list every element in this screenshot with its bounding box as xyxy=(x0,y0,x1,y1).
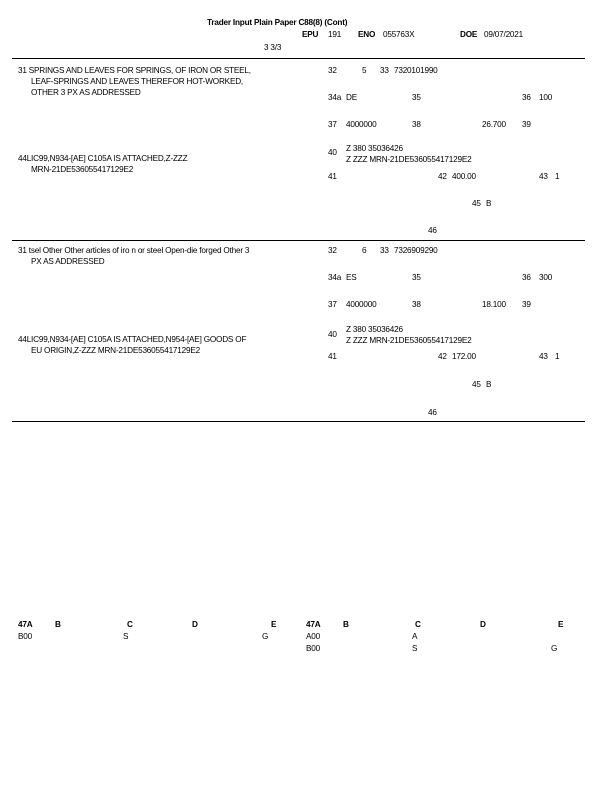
box-35-label: 35 xyxy=(412,93,421,102)
box-32-label: 32 xyxy=(328,66,337,75)
tax-header: B xyxy=(55,620,61,629)
box-44-line: 44LIC99,N934-[AE] C105A IS ATTACHED,N954-[AE] GOODS OF xyxy=(18,335,247,344)
box-46-label: 46 xyxy=(428,408,437,417)
box-33-label: 33 xyxy=(380,66,389,75)
commodity-code: 7320101990 xyxy=(394,66,438,75)
previous-document: Z 380 35036426 xyxy=(346,325,403,334)
box-37-label: 37 xyxy=(328,120,337,129)
epu-value: 191 xyxy=(328,30,342,39)
tax-cell: S xyxy=(123,632,129,641)
item-description-line: LEAF-SPRINGS AND LEAVES THEREFOR HOT-WORKED, xyxy=(31,77,243,86)
cpc-value: 4000000 xyxy=(346,300,377,309)
item-number: 5 xyxy=(362,66,367,75)
divider xyxy=(12,58,585,59)
tax-header: 47A xyxy=(18,620,33,629)
box-45-value: B xyxy=(486,199,492,208)
box-44-line: EU ORIGIN,Z-ZZZ MRN-21DE536055417129E2 xyxy=(31,346,200,355)
box-45-label: 45 xyxy=(472,199,481,208)
box-33-label: 33 xyxy=(380,246,389,255)
tax-cell: G xyxy=(551,644,558,653)
item-description-line: 31 tsel Other Other articles of iro n or steel Open-die forged Other 3 xyxy=(18,246,250,255)
box-36-label: 36 xyxy=(522,273,531,282)
country-of-origin: DE xyxy=(346,93,357,102)
tax-cell: B00 xyxy=(306,644,320,653)
box-36-value: 300 xyxy=(539,273,553,282)
box-34a-label: 34a xyxy=(328,93,342,102)
box-43-label: 43 xyxy=(539,172,548,181)
tax-header: E xyxy=(558,620,564,629)
item-description-line: 31 SPRINGS AND LEAVES FOR SPRINGS, OF IRON OR STEEL, xyxy=(18,66,251,75)
divider xyxy=(12,421,585,422)
box-36-label: 36 xyxy=(522,93,531,102)
commodity-code: 7326909290 xyxy=(394,246,438,255)
box-32-label: 32 xyxy=(328,246,337,255)
box-44-line: 44LIC99,N934-[AE] C105A IS ATTACHED,Z-ZZZ xyxy=(18,154,188,163)
cpc-value: 4000000 xyxy=(346,120,377,129)
page-number: 3 3/3 xyxy=(264,43,282,52)
tax-header: E xyxy=(271,620,277,629)
doe-value: 09/07/2021 xyxy=(484,30,523,39)
item-description-line: OTHER 3 PX AS ADDRESSED xyxy=(31,88,141,97)
box-36-value: 100 xyxy=(539,93,553,102)
box-39-label: 39 xyxy=(522,300,531,309)
box-34a-label: 34a xyxy=(328,273,342,282)
tax-header: C xyxy=(415,620,421,629)
box-43-value: 1 xyxy=(555,172,560,181)
eno-value: 055763X xyxy=(383,30,415,39)
item-number: 6 xyxy=(362,246,367,255)
tax-header: D xyxy=(480,620,486,629)
box-40-label: 40 xyxy=(328,330,337,339)
box-40-label: 40 xyxy=(328,148,337,157)
doe-label: DOE xyxy=(460,30,478,39)
tax-header: B xyxy=(343,620,349,629)
tax-header: C xyxy=(127,620,133,629)
tax-cell: S xyxy=(412,644,418,653)
box-38-label: 38 xyxy=(412,120,421,129)
box-43-label: 43 xyxy=(539,352,548,361)
box-41-label: 41 xyxy=(328,352,337,361)
previous-document: Z ZZZ MRN-21DE536055417129E2 xyxy=(346,155,472,164)
tax-header: 47A xyxy=(306,620,321,629)
divider xyxy=(12,240,585,241)
box-39-label: 39 xyxy=(522,120,531,129)
box-41-label: 41 xyxy=(328,172,337,181)
net-mass: 18.100 xyxy=(482,300,506,309)
box-42-label: 42 xyxy=(438,352,447,361)
item-price: 172.00 xyxy=(452,352,476,361)
box-38-label: 38 xyxy=(412,300,421,309)
country-of-origin: ES xyxy=(346,273,357,282)
box-37-label: 37 xyxy=(328,300,337,309)
item-price: 400.00 xyxy=(452,172,476,181)
box-45-label: 45 xyxy=(472,380,481,389)
tax-cell: A xyxy=(412,632,418,641)
box-46-label: 46 xyxy=(428,226,437,235)
box-35-label: 35 xyxy=(412,273,421,282)
net-mass: 26.700 xyxy=(482,120,506,129)
box-43-value: 1 xyxy=(555,352,560,361)
eno-label: ENO xyxy=(358,30,376,39)
box-45-value: B xyxy=(486,380,492,389)
item-description-line: PX AS ADDRESSED xyxy=(31,257,105,266)
previous-document: Z ZZZ MRN-21DE536055417129E2 xyxy=(346,336,472,345)
tax-cell: B00 xyxy=(18,632,32,641)
epu-label: EPU xyxy=(302,30,319,39)
box-44-line: MRN-21DE536055417129E2 xyxy=(31,165,134,174)
document-title: Trader Input Plain Paper C88(8) (Cont) xyxy=(207,18,348,27)
tax-cell: G xyxy=(262,632,269,641)
previous-document: Z 380 35036426 xyxy=(346,144,403,153)
tax-header: D xyxy=(192,620,198,629)
box-42-label: 42 xyxy=(438,172,447,181)
tax-cell: A00 xyxy=(306,632,320,641)
